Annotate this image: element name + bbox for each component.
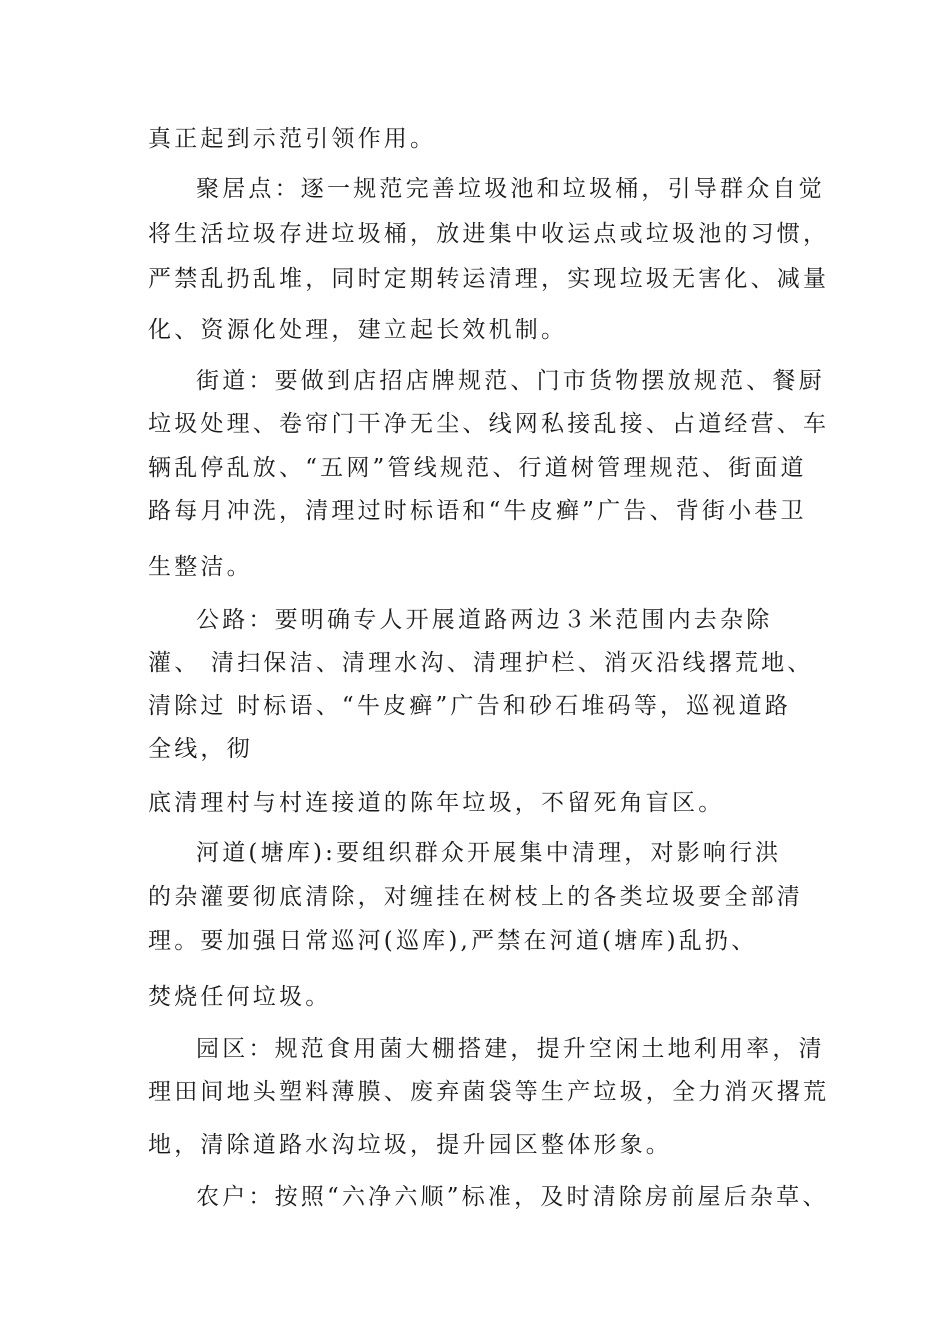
paragraph-line: 将生活垃圾存进垃圾桶，放进集中收运点或垃圾池的习惯， [148, 221, 830, 247]
paragraph-line: 的杂灌要彻底清除，对缠挂在树枝上的各类垃圾要全部清 [148, 884, 803, 910]
paragraph-line: 焚烧任何垃圾。 [148, 984, 332, 1010]
paragraph-line: 理。要加强日常巡河(巡库),严禁在河道(塘库)乱扔、 [148, 928, 758, 954]
paragraph-line: 灌、 清扫保洁、清理水沟、清理护栏、消灭沿线撂荒地、 [148, 650, 814, 676]
paragraph-line: 清除过 时标语、“牛皮癣”广告和砂石堆码等，巡视道路 [148, 693, 792, 719]
paragraph-line: 全线，彻 [148, 736, 253, 762]
paragraph-line: 农户：按照“六净六顺”标准，及时清除房前屋后杂草、 [196, 1184, 829, 1210]
paragraph-line: 辆乱停乱放、“五网”管线规范、行道树管理规范、街面道 [148, 455, 807, 481]
paragraph-line: 真正起到示范引领作用。 [148, 126, 437, 152]
paragraph-line: 理田间地头塑料薄膜、废弃菌袋等生产垃圾，全力消灭撂荒 [148, 1079, 830, 1105]
paragraph-line: 街道：要做到店招店牌规范、门市货物摆放规范、餐厨 [196, 368, 825, 394]
paragraph-line: 底清理村与村连接道的陈年垃圾，不留死角盲区。 [148, 790, 725, 816]
paragraph-line: 公路：要明确专人开展道路两边３米范围内去杂除 [196, 607, 773, 633]
paragraph-line: 生整洁。 [148, 554, 253, 580]
paragraph-line: 路每月冲洗，清理过时标语和“牛皮癣”广告、背街小巷卫 [148, 498, 807, 524]
paragraph-line: 地，清除道路水沟垃圾，提升园区整体形象。 [148, 1132, 672, 1158]
paragraph-line: 严禁乱扔乱堆，同时定期转运清理，实现垃圾无害化、减量 [148, 266, 830, 292]
paragraph-line: 园区：规范食用菌大棚搭建，提升空闲土地利用率，清 [196, 1036, 825, 1062]
paragraph-line: 聚居点：逐一规范完善垃圾池和垃圾桶，引导群众自觉 [196, 176, 825, 202]
paragraph-line: 垃圾处理、卷帘门干净无尘、线网私接乱接、占道经营、车 [148, 411, 830, 437]
paragraph-line: 河道(塘库):要组织群众开展集中清理，对影响行洪 [196, 840, 782, 866]
paragraph-line: 化、资源化处理，建立起长效机制。 [148, 317, 568, 343]
